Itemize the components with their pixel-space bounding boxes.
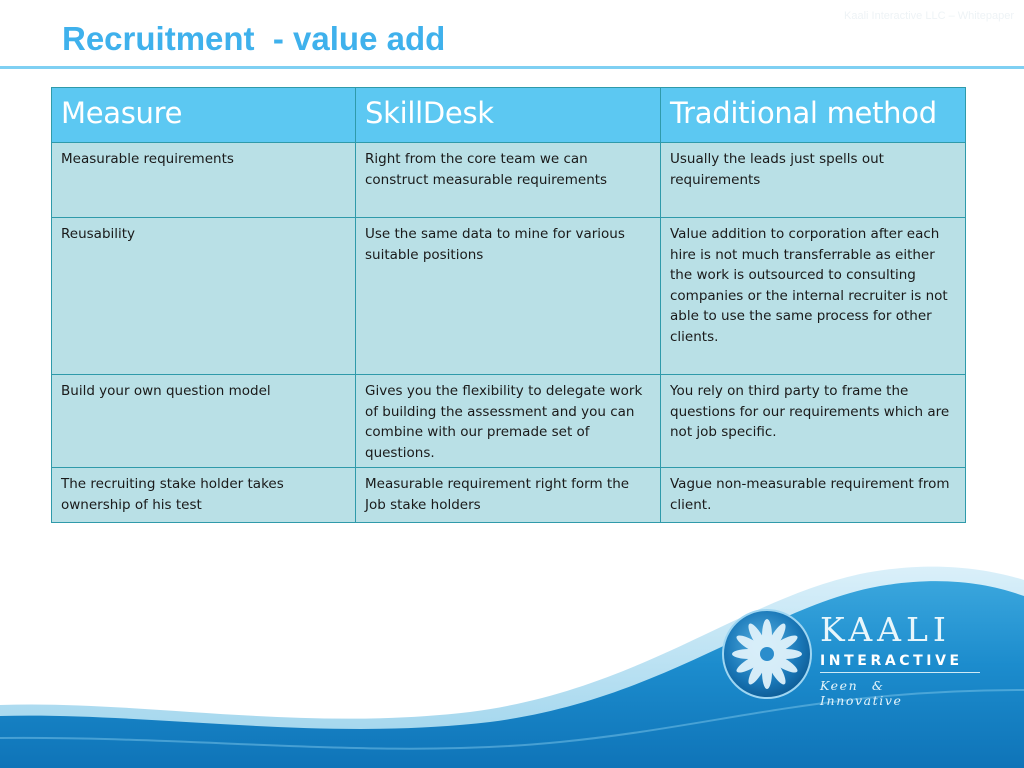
sunburst-flower-icon xyxy=(723,610,811,698)
logo-tagline: Keen & Innovative xyxy=(820,678,903,708)
table-cell: You rely on third party to frame the questions for our requirements which are not job specific. xyxy=(661,375,966,468)
company-logo xyxy=(820,610,980,708)
table-cell: Right from the core team we can construct measurable requirements xyxy=(356,143,661,218)
logo-subtitle: INTERACTIVE xyxy=(820,653,980,673)
header-measure: Measure xyxy=(52,88,356,143)
table-cell: Measurable requirements xyxy=(52,143,356,218)
header-traditional-method: Traditional method xyxy=(661,88,966,143)
table-cell: Use the same data to mine for various suitable positions xyxy=(356,218,661,375)
table-cell: Build your own question model xyxy=(52,375,356,468)
logo-name: KAALI xyxy=(820,610,951,649)
header-skilldesk: SkillDesk xyxy=(356,88,661,143)
table-cell: Measurable requirement right form the Job stake holders xyxy=(356,468,661,523)
table-cell: The recruiting stake holder takes ownership of his test xyxy=(52,468,356,523)
table-cell: Vague non-measurable requirement from client. xyxy=(661,468,966,523)
watermark: Kaali Interactive LLC – Whitepaper xyxy=(844,10,1014,22)
table-cell: Gives you the flexibility to delegate work of building the assessment and you can combine with our premade set of questions. xyxy=(356,375,661,468)
table-cell: Usually the leads just spells out requirements xyxy=(661,143,966,218)
table-cell: Reusability xyxy=(52,218,356,375)
slide-title: Recruitment - value add xyxy=(62,20,446,57)
table-cell: Value addition to corporation after each hire is not much transferrable as either the work is outsourced to consulting companies or the internal recruiter is not able to use the same process for other clients. xyxy=(661,218,966,375)
